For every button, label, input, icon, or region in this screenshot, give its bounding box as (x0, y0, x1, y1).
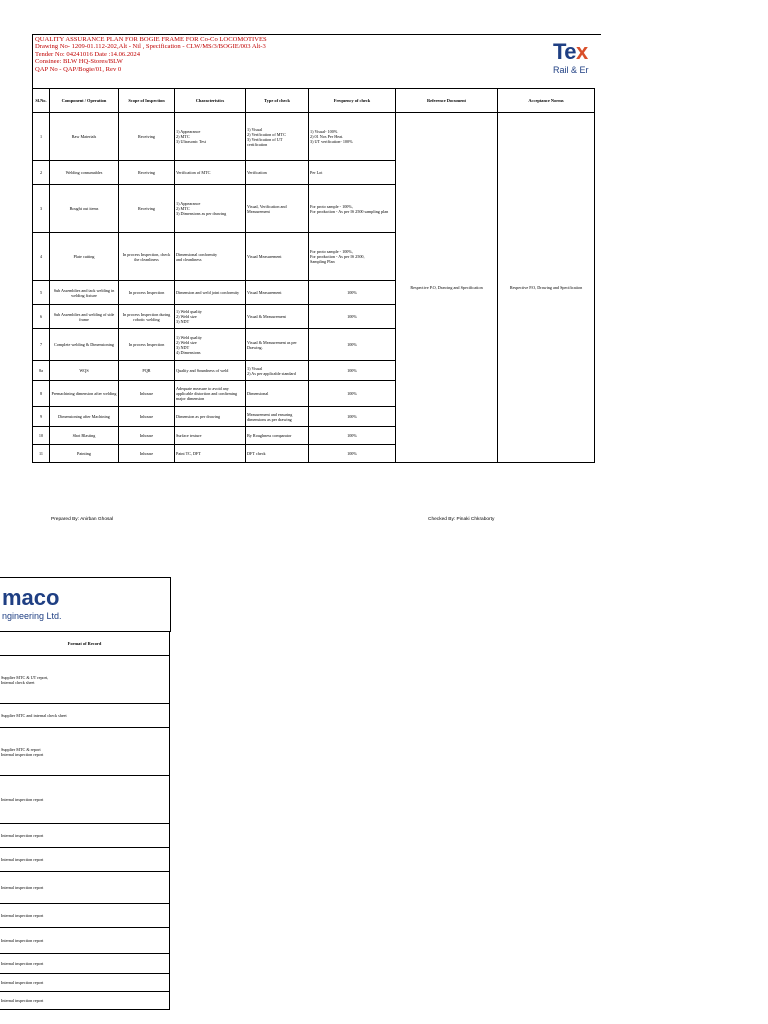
cell-frequency-line: For production - As per IS 2500 sampling plan (310, 208, 389, 214)
cell-component: Premachining dimension after welding (50, 381, 119, 407)
cell-format-of-record (0, 974, 170, 992)
cell-frequency-line: For proto sample - 100%, (310, 203, 353, 209)
cell-characteristics-line: Verification of MTC (176, 170, 211, 175)
cell-frequency (309, 113, 396, 161)
cell-frequency (309, 281, 396, 305)
qap-table (32, 88, 595, 463)
cell-sl: 2 (33, 161, 50, 185)
record-row (0, 776, 170, 824)
cell-component: Sub Assemblies and tack welding in welding fixture (50, 281, 119, 305)
cell-format-of-record-line: Internal inspection report (1, 833, 44, 838)
table-header-row (33, 89, 595, 113)
cell-format-of-record (0, 656, 170, 704)
cell-format-of-record-line: Internal inspection report (1, 885, 44, 890)
cell-type (246, 113, 309, 161)
cell-scope: Receiving (119, 113, 175, 161)
qap-page (32, 34, 600, 522)
cell-characteristics-line: 2) Weld size (176, 314, 197, 319)
cell-type (246, 185, 309, 233)
cell-type-line: Visual & Measurement as per (247, 339, 297, 345)
cell-type-line: 2) Verification of MTC (247, 131, 286, 137)
cell-reference: Respective P.O, Drawing and Specification (396, 113, 498, 463)
cell-sl: 4 (33, 233, 50, 281)
checked-by: Checked By: Pinaki Chkraborty (428, 517, 495, 522)
col-sl: Sl.No. (33, 89, 50, 113)
cell-frequency (309, 407, 396, 427)
cell-sl: 6 (33, 305, 50, 329)
header-consignee: Consinee: BLW HQ-Stores/BLW (35, 58, 123, 66)
cell-sl: 5 (33, 281, 50, 305)
prepared-by: Prepared By: Anirban Ghosal (51, 517, 114, 522)
cell-type (246, 305, 309, 329)
cell-format-of-record (0, 728, 170, 776)
cell-type (246, 281, 309, 305)
cell-scope: Inhouse (119, 445, 175, 463)
cell-type-line: Verification (247, 170, 267, 175)
cell-format-of-record (0, 904, 170, 928)
cell-characteristics (175, 305, 246, 329)
cell-frequency (309, 329, 396, 361)
cell-component: Complete welding & Dimensioning (50, 329, 119, 361)
cell-characteristics-line: 1) Weld quality (176, 334, 202, 340)
col-scope: Scope of Inspection (119, 89, 175, 113)
cell-format-of-record-line: Internal inspection report (1, 751, 44, 757)
cell-characteristics-line: 3) Dimensions as per drawing (176, 211, 227, 216)
cell-characteristics (175, 361, 246, 381)
cell-frequency-line: For proto sample - 100%, (310, 249, 353, 254)
cell-frequency (309, 361, 396, 381)
cell-frequency (309, 381, 396, 407)
record-page (0, 577, 170, 1024)
logo-subtitle: Rail & Er (553, 65, 589, 75)
cell-characteristics-line: 2) Weld size (176, 339, 197, 345)
cell-characteristics-line: 1) Appearance (176, 201, 201, 206)
cell-format-of-record-line: Supplier MTC & UT report, (1, 674, 49, 680)
cell-type (246, 381, 309, 407)
cell-type (246, 427, 309, 445)
cell-format-of-record (0, 872, 170, 904)
record-row (0, 656, 170, 704)
cell-type (246, 445, 309, 463)
cell-type-line: 2) As per applicable standard (247, 370, 296, 376)
cell-format-of-record (0, 776, 170, 824)
cell-sl: 8a (33, 361, 50, 381)
cell-characteristics (175, 233, 246, 281)
cell-type (246, 161, 309, 185)
cell-acceptance: Respective P.O, Drawing and Specification (498, 113, 595, 463)
cell-type (246, 361, 309, 381)
cell-format-of-record-line: Internal check sheet (1, 679, 35, 685)
cell-characteristics-line: 1) Appearance (176, 129, 201, 134)
cell-scope: Receiving (119, 185, 175, 233)
col-format-of-record: Format of Record (0, 632, 170, 656)
cell-type-line: Dimensional (247, 391, 269, 396)
cell-format-of-record (0, 704, 170, 728)
cell-characteristics-line: 3) NDT (176, 344, 190, 350)
cell-characteristics-line: major dimension (176, 396, 205, 401)
logo-mark-b: x (576, 39, 588, 64)
cell-frequency-line: 3) UT verification- 100% (310, 139, 353, 144)
cell-format-of-record-line: Internal inspection report (1, 980, 44, 985)
header-qap-no: QAP No - QAP/Bogie/01, Rev 0 (35, 65, 122, 73)
cell-scope: In process Inspection during robotic welding (119, 305, 175, 329)
cell-format-of-record (0, 954, 170, 974)
cell-frequency-line: 100% (347, 368, 357, 373)
header-drawing: Drawing No- 1209-01.112-202,Alt - Nil , Specification - CLW/MS/3/BOGIE/003 Alt-3 (35, 43, 266, 51)
cell-sl: 8 (33, 381, 50, 407)
cell-type-line: Visual Measurement (247, 254, 282, 259)
cell-format-of-record (0, 992, 170, 1010)
cell-scope: Inhouse (119, 407, 175, 427)
col-type: Type of check (246, 89, 309, 113)
cell-characteristics-line: Adequate measure to avoid any (176, 386, 229, 391)
cell-format-of-record-line: Supplier MTC and internal check sheet (1, 713, 67, 718)
cell-sl: 11 (33, 445, 50, 463)
cell-component: Welding consumables (50, 161, 119, 185)
cell-characteristics-line: Paint TC, DFT (176, 451, 201, 456)
cell-component: Raw Materials (50, 113, 119, 161)
cell-type-line: Measurement (247, 208, 270, 214)
cell-characteristics-line: Dimension as per drawing (176, 414, 221, 419)
cell-scope: In process Inspection (119, 329, 175, 361)
col-component: Component / Operation (50, 89, 119, 113)
cell-format-of-record (0, 824, 170, 848)
cell-characteristics-line: 1) Weld quality (176, 309, 202, 314)
record-row (0, 872, 170, 904)
cell-characteristics-line: Quality and Soundness of weld (176, 368, 229, 373)
cell-characteristics (175, 445, 246, 463)
cell-frequency-line: 100% (347, 451, 357, 456)
cell-frequency-line: For production - As per IS 2500, (310, 254, 365, 259)
cell-frequency (309, 427, 396, 445)
cell-characteristics-line: 3) Ultrasonic Test (176, 139, 206, 144)
cell-sl: 3 (33, 185, 50, 233)
cell-frequency (309, 445, 396, 463)
cell-type (246, 329, 309, 361)
cell-frequency (309, 233, 396, 281)
cell-frequency (309, 161, 396, 185)
cell-format-of-record-line: Internal inspection report (1, 961, 44, 966)
cell-type-line: dimensions as per drawing (247, 416, 292, 422)
cell-frequency-line: 1) Visual- 100% (310, 129, 338, 134)
cell-frequency-line: 100% (347, 290, 357, 295)
cell-format-of-record-line: Internal inspection report (1, 938, 44, 943)
cell-frequency-line: 100% (347, 414, 357, 419)
record-row (0, 904, 170, 928)
cell-characteristics-line: 2) MTC (176, 206, 190, 211)
cell-type-line: DFT check (247, 451, 266, 456)
cell-format-of-record-line: Internal inspection report (1, 797, 44, 802)
cell-scope: Receiving (119, 161, 175, 185)
cell-scope: PQR (119, 361, 175, 381)
cell-frequency-line: 100% (347, 314, 357, 319)
cell-scope: Inhouse (119, 381, 175, 407)
record-row (0, 824, 170, 848)
cell-type-line: Visual Measurement (247, 290, 282, 295)
cell-frequency-line: 100% (347, 433, 357, 438)
record-row (0, 954, 170, 974)
cell-frequency-line: Sampling Plan (310, 259, 335, 264)
cell-type-line: Drawing. (247, 344, 263, 350)
cell-characteristics-line: Surface texture (176, 433, 202, 438)
cell-component: Plate cutting (50, 233, 119, 281)
company-logo (553, 41, 589, 75)
cell-characteristics (175, 281, 246, 305)
cell-characteristics (175, 407, 246, 427)
table-row (33, 113, 595, 161)
record-row (0, 928, 170, 954)
cell-characteristics-line: Dimensional conformity (176, 251, 218, 257)
cell-frequency (309, 305, 396, 329)
record-row (0, 728, 170, 776)
record-table (0, 631, 170, 1010)
logo-subtitle-continued: ngineering Ltd. (2, 611, 62, 621)
record-body (0, 656, 170, 1010)
cell-type (246, 407, 309, 427)
cell-type-line: Visual & Measurement (247, 314, 286, 319)
cell-scope: In process Inspection, check the cleanliness (119, 233, 175, 281)
document-header (32, 34, 601, 89)
cell-component: Shot Blasting (50, 427, 119, 445)
cell-characteristics (175, 113, 246, 161)
company-logo-continued (0, 577, 171, 632)
col-acceptance: Acceptance Norms (498, 89, 595, 113)
cell-frequency-line: 100% (347, 342, 357, 347)
cell-type-line: 1) Visual (247, 365, 263, 371)
cell-format-of-record-line: Internal inspection report (1, 857, 44, 862)
cell-component: Painting (50, 445, 119, 463)
logo-mark-a: Te (553, 39, 577, 64)
header-tender: Tender No: 04241016 Date :14.06.2024 (35, 50, 141, 58)
cell-component: Dimensioning after Machining (50, 407, 119, 427)
cell-characteristics-line: Dimension and weld joint conformity (176, 290, 240, 295)
cell-type (246, 233, 309, 281)
cell-frequency-line: 2) 01 Nos Per Heat. (310, 134, 344, 139)
header-text (35, 36, 267, 73)
cell-component: Bought out items (50, 185, 119, 233)
cell-scope: In process Inspection (119, 281, 175, 305)
cell-type-line: 3) Verification of UT (247, 136, 283, 142)
cell-scope: Inhouse (119, 427, 175, 445)
cell-characteristics-line: 4) Dimensions (176, 349, 201, 355)
cell-sl: 9 (33, 407, 50, 427)
qap-body (33, 113, 595, 463)
cell-characteristics-line: 3) NDT (176, 319, 190, 324)
col-frequency: Frequency of check (309, 89, 396, 113)
cell-component: Sub Assemblies and welding of side frame (50, 305, 119, 329)
cell-component: WQS (50, 361, 119, 381)
header-title: QUALITY ASSURANCE PLAN FOR BOGIE FRAME FOR Co-Co LOCOMOTIVES (35, 36, 267, 43)
cell-format-of-record (0, 928, 170, 954)
cell-characteristics-line: applicable distortion and confirming (176, 391, 238, 396)
cell-format-of-record-line: Internal inspection report (1, 913, 44, 918)
cell-sl: 10 (33, 427, 50, 445)
record-row (0, 848, 170, 872)
cell-type-line: 1) Visual (247, 126, 263, 132)
cell-characteristics (175, 427, 246, 445)
cell-type-line: By Roughness comparator (247, 433, 292, 438)
record-row (0, 974, 170, 992)
cell-frequency-line: 100% (347, 391, 357, 396)
cell-characteristics-line: 2) MTC (176, 134, 190, 139)
cell-characteristics (175, 185, 246, 233)
cell-format-of-record-line: Supplier MTC & report (1, 746, 41, 752)
col-characteristics: Characteristics (175, 89, 246, 113)
cell-characteristics (175, 381, 246, 407)
record-row (0, 704, 170, 728)
cell-type-line: Measurement and ensuring (247, 411, 293, 417)
cell-frequency-line: Per Lot (310, 170, 323, 175)
cell-characteristics (175, 329, 246, 361)
logo-mark-continued: maco (2, 585, 60, 610)
cell-type-line: certification (247, 141, 268, 147)
col-reference: Reference Document (396, 89, 498, 113)
cell-format-of-record (0, 848, 170, 872)
cell-characteristics-line: and cleanliness (176, 256, 202, 262)
cell-format-of-record-line: Internal inspection report (1, 998, 44, 1003)
cell-characteristics (175, 161, 246, 185)
cell-type-line: Visual, Verification and (247, 203, 287, 209)
cell-sl: 1 (33, 113, 50, 161)
record-row (0, 992, 170, 1010)
cell-sl: 7 (33, 329, 50, 361)
cell-frequency (309, 185, 396, 233)
